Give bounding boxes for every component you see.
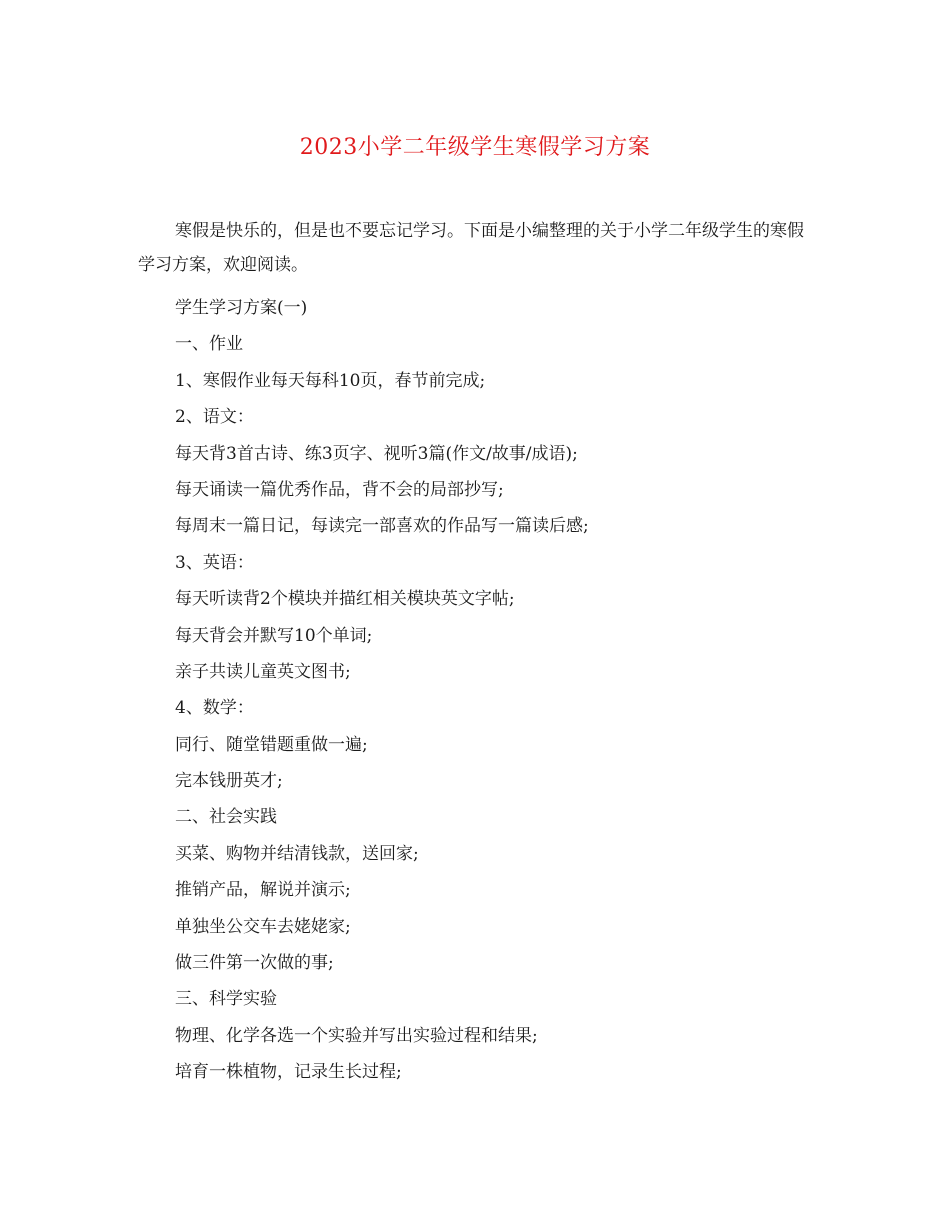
list-item: 做三件第一次做的事; bbox=[175, 953, 334, 974]
list-item: 每天背3首古诗、练3页字、视听3篇(作文/故事/成语); bbox=[175, 443, 578, 464]
list-item: 每天听读背2个模块并描红相关模块英文字帖; bbox=[175, 589, 515, 610]
list-item: 买菜、购物并结清钱款，送回家; bbox=[175, 843, 419, 864]
list-item: 每周末一篇日记，每读完一部喜欢的作品写一篇读后感; bbox=[175, 516, 589, 537]
list-item: 单独坐公交车去姥姥家; bbox=[175, 916, 351, 937]
subsection-heading: 4、数学： bbox=[175, 698, 254, 719]
list-item: 每天背会并默写10个单词; bbox=[175, 625, 373, 646]
list-item: 1、寒假作业每天每科10页，春节前完成; bbox=[175, 370, 486, 391]
list-item: 物理、化学各选一个实验并写出实验过程和结果; bbox=[175, 1025, 538, 1046]
list-item: 完本钱册英才; bbox=[175, 771, 283, 792]
section-heading: 二、社会实践 bbox=[175, 807, 277, 828]
content-lines bbox=[175, 290, 835, 1091]
list-item: 每天诵读一篇优秀作品，背不会的局部抄写; bbox=[175, 479, 504, 500]
list-item: 亲子共读儿童英文图书; bbox=[175, 661, 351, 682]
list-item: 推销产品，解说并演示; bbox=[175, 880, 351, 901]
document-title: 2023小学二年级学生寒假学习方案 bbox=[299, 135, 651, 160]
subsection-heading: 3、英语： bbox=[175, 552, 254, 573]
list-item: 培育一株植物，记录生长过程; bbox=[175, 1062, 402, 1083]
list-item: 同行、随堂错题重做一遍; bbox=[175, 734, 368, 755]
intro-paragraph: 寒假是快乐的，但是也不要忘记学习。下面是小编整理的关于小学二年级学生的寒假学习方案，欢迎阅读。 bbox=[138, 221, 804, 275]
section-heading: 一、作业 bbox=[175, 334, 243, 355]
subsection-heading: 2、语文： bbox=[175, 407, 254, 428]
section-heading: 三、科学实验 bbox=[175, 989, 277, 1010]
section-heading: 学生学习方案(一) bbox=[175, 298, 308, 318]
